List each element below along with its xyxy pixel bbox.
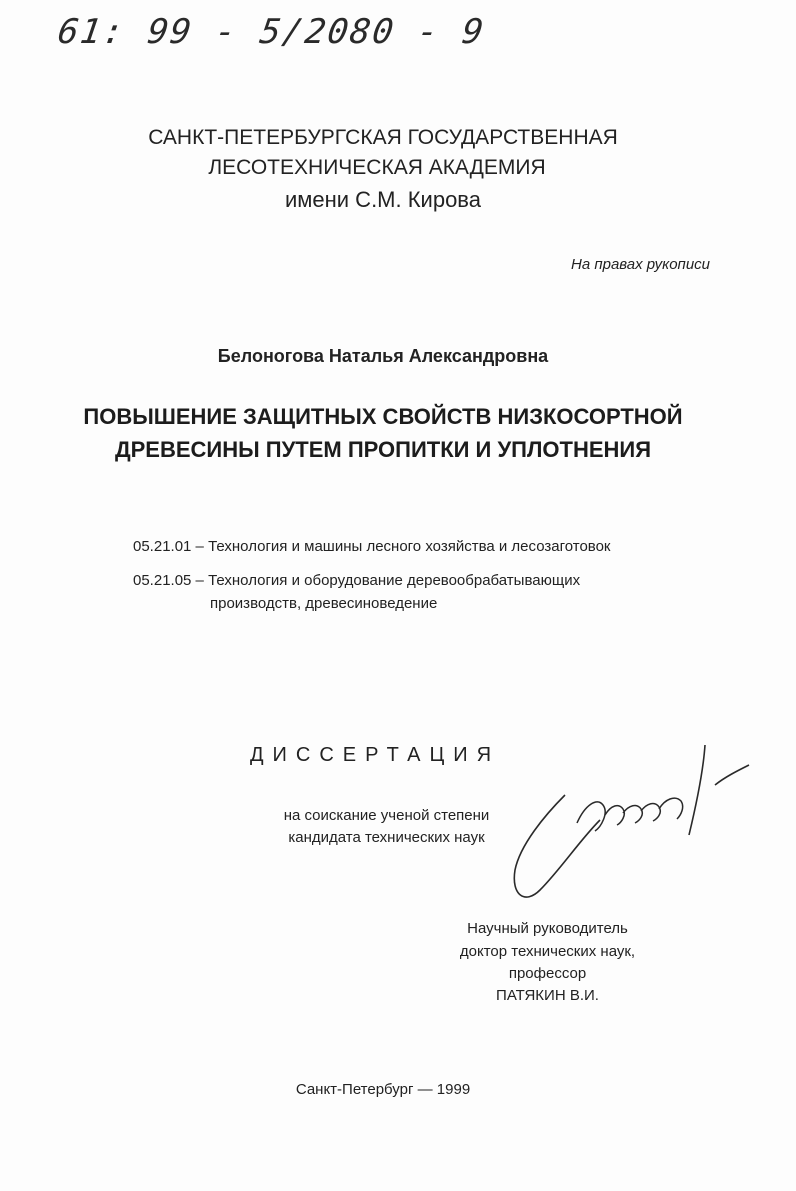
supervisor-name: ПАТЯКИН В.И. <box>496 987 599 1004</box>
title-line-2: ДРЕВЕСИНЫ ПУТЕМ ПРОПИТКИ И УПЛОТНЕНИЯ <box>114 437 652 462</box>
specialty-1: 05.21.01 – Технология и машины лесного хозяйства и лесозаготовок <box>133 538 611 555</box>
degree-line-2: кандидата технических наук <box>288 829 485 846</box>
document-type: ДИССЕРТАЦИЯ <box>250 744 501 766</box>
signature <box>505 735 755 910</box>
title-line-1: ПОВЫШЕНИЕ ЗАЩИТНЫХ СВОЙСТВ НИЗКОСОРТНОЙ <box>83 404 683 429</box>
specialty-2-continuation: производств, древесиноведение <box>210 595 438 612</box>
institution-line-2: ЛЕСОТЕХНИЧЕСКАЯ АКАДЕМИЯ <box>208 156 546 179</box>
supervisor-degree: доктор технических наук, <box>459 943 636 960</box>
supervisor-rank: профессор <box>508 965 587 982</box>
city-year: Санкт-Петербург — 1999 <box>295 1081 471 1098</box>
author-name: Белоногова Наталья Александровна <box>217 346 549 366</box>
institution-line-1: САНКТ-ПЕТЕРБУРГСКАЯ ГОСУДАРСТВЕННАЯ <box>148 126 618 149</box>
archive-mark: 61: 99 - 5/2080 - 9 <box>55 12 488 52</box>
institution-line-3: имени С.М. Кирова <box>284 187 481 212</box>
specialty-2: 05.21.05 – Технология и оборудование деревообрабатывающих <box>133 572 581 589</box>
supervisor-role: Научный руководитель <box>467 920 628 937</box>
degree-line-1: на соискание ученой степени <box>283 807 490 824</box>
manuscript-note: На правах рукописи <box>571 256 710 273</box>
